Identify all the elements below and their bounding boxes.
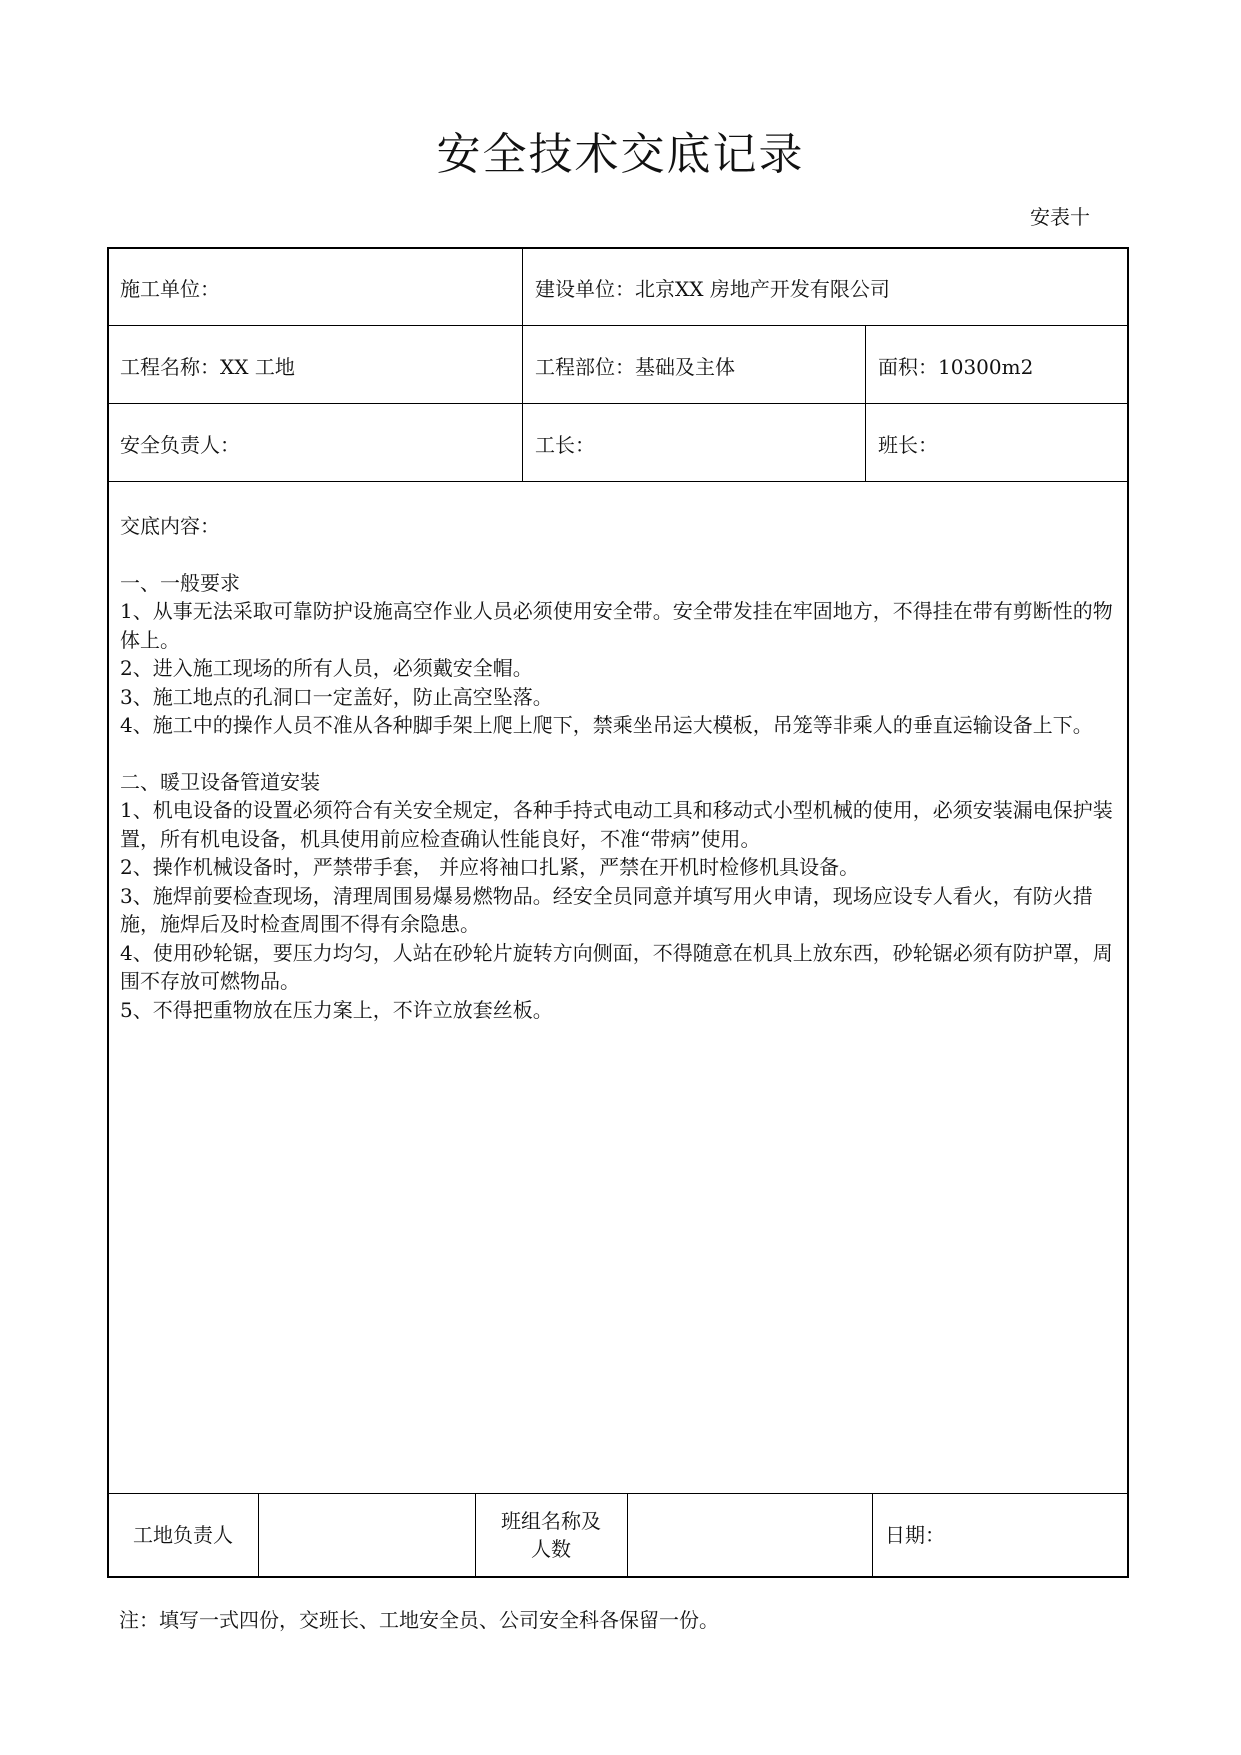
- list-item: 2、操作机械设备时，严禁带手套， 并应将袖口扎紧，严禁在开机时检修机具设备。: [120, 855, 860, 879]
- section-title: 二、暖卫设备管道安装: [120, 769, 320, 794]
- owner-unit-field: 建设单位：北京XX 房地产开发有限公司: [535, 277, 890, 301]
- col-divider: [872, 1493, 873, 1577]
- row-divider: [108, 325, 1128, 326]
- form-code: 安表十: [1030, 205, 1090, 229]
- content-heading: 交底内容：: [120, 514, 220, 538]
- project-name-field: 工程名称：XX 工地: [120, 355, 295, 379]
- list-item: 3、施工地点的孔洞口一定盖好，防止高空坠落。: [120, 684, 553, 709]
- date-label: 日期：: [885, 1523, 945, 1547]
- briefing-content: [120, 512, 1120, 1024]
- list-item: 4、使用砂轮锯，要压力均匀，人站在砂轮片旋转方向侧面，不得随意在机具上放东西，砂轮锯必须有防护罩，周围不存放可燃物品。: [120, 940, 1113, 993]
- site-lead-label: 工地负责人: [133, 1523, 233, 1547]
- col-divider: [627, 1493, 628, 1577]
- col-divider: [865, 325, 866, 481]
- team-name-label-line2: 人数: [531, 1537, 571, 1561]
- list-item: 2、进入施工现场的所有人员，必须戴安全帽。: [120, 656, 533, 680]
- list-item: 5、不得把重物放在压力案上，不许立放套丝板。: [120, 997, 553, 1022]
- construction-unit-field: 施工单位：: [120, 277, 220, 301]
- area-field: 面积：10300m2: [878, 355, 1034, 379]
- team-name-label: [475, 1507, 627, 1563]
- col-divider: [522, 248, 523, 481]
- footnote: 注：填写一式四份，交班长、工地安全员、公司安全科各保留一份。: [119, 1608, 719, 1632]
- section-title: 一、一般要求: [120, 570, 240, 595]
- page-title: 安全技术交底记录: [436, 129, 805, 180]
- row-divider: [108, 481, 1128, 482]
- list-item: 1、机电设备的设置必须符合有关安全规定，各种手持式电动工具和移动式小型机械的使用，必须安装漏电保护装置，所有机电设备，机具使用前应检查确认性能良好，不准“带病”使用。: [120, 798, 1113, 851]
- team-leader-field: 班长：: [878, 433, 938, 457]
- col-divider: [258, 1493, 259, 1577]
- list-item: 1、从事无法采取可靠防护设施高空作业人员必须使用安全带。安全带发挂在牢固地方，不得挂在带有剪断性的物体上。: [120, 599, 1113, 652]
- list-item: 4、施工中的操作人员不准从各种脚手架上爬上爬下，禁乘坐吊运大模板，吊笼等非乘人的垂直运输设备上下。: [120, 713, 1093, 737]
- row-divider: [108, 1493, 1128, 1494]
- team-name-label-line1: 班组名称及: [501, 1509, 601, 1533]
- foreman-field: 工长：: [535, 433, 595, 457]
- list-item: 3、施焊前要检查现场，清理周围易爆易燃物品。经安全员同意并填写用火申请，现场应设专人看火，有防火措施，施焊后及时检查周围不得有余隐患。: [120, 883, 1093, 936]
- row-divider: [108, 403, 1128, 404]
- project-part-field: 工程部位：基础及主体: [535, 355, 735, 379]
- safety-lead-field: 安全负责人：: [120, 433, 240, 457]
